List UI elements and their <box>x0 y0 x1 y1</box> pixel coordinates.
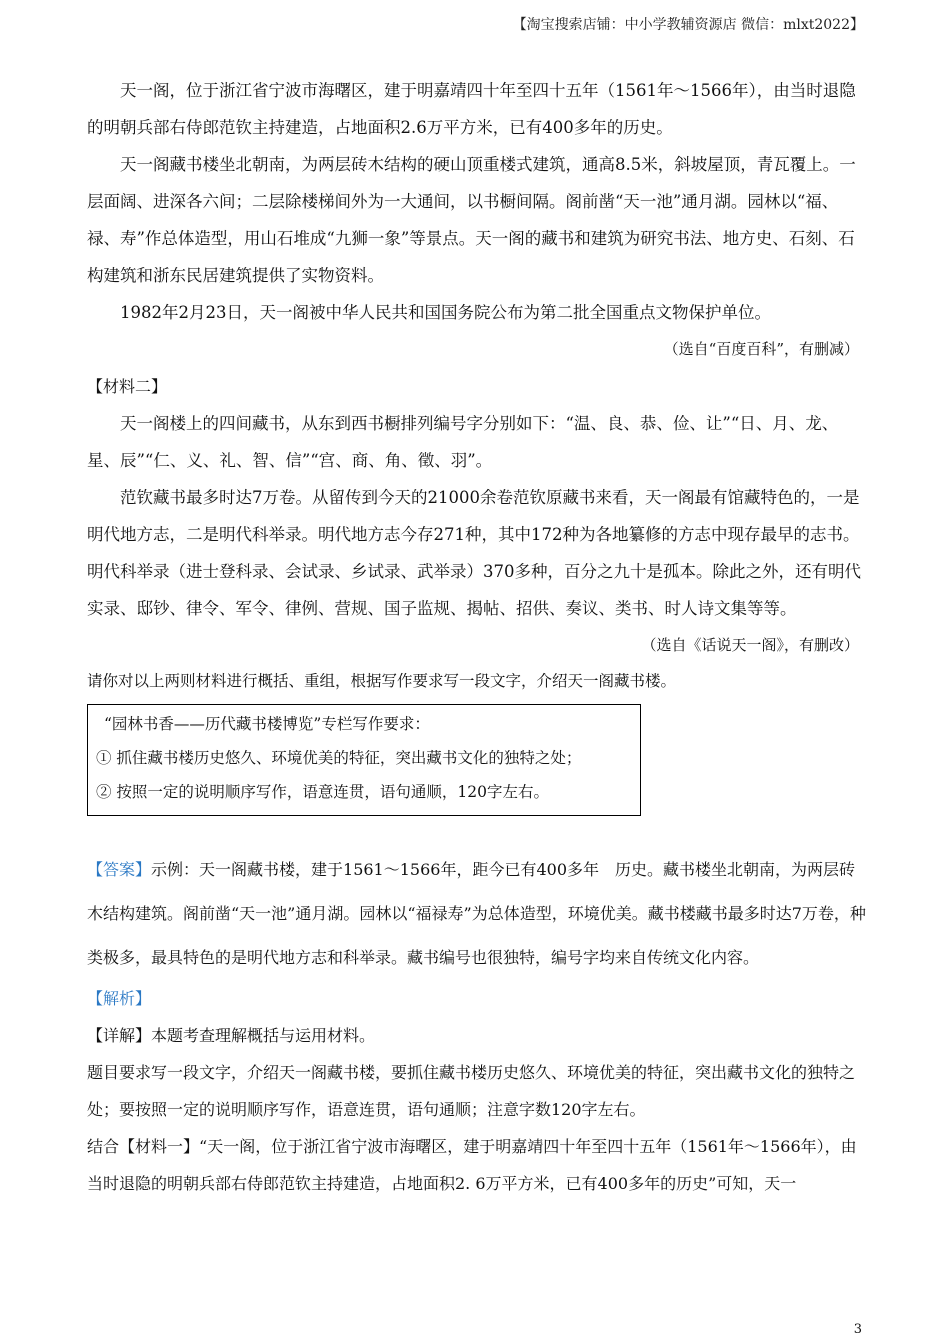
analysis-material-label: 【材料一】 <box>119 1137 200 1156</box>
analysis-section <box>87 980 867 1202</box>
analysis-paragraph-1: 题目要求写一段文字，介绍天一阁藏书楼，要抓住藏书楼历史悠久、环境优美的特征，突出藏书文化的独特之处；要按照一定的说明顺序写作，语意连贯，语句通顺；注意字数120字左右。 <box>87 1063 856 1119</box>
requirements-box <box>87 704 641 816</box>
material-one-section <box>87 72 867 1202</box>
material-two-source: （选自《话说天一阁》，有删改） <box>641 636 859 654</box>
material-two-paragraph-2: 范钦藏书最多时达7万卷。从留传到今天的21000余卷范钦原藏书来看，天一阁最有馆藏特色的，一是明代地方志，二是明代科举录。明代地方志今存271种，其中172种为各地纂修的方志中现存最早的志书。明代科举录（进士登科录、会试录、乡试录、武举录）370多种，百分之九十是孤本。除此之外，还有明代实录、邸钞、律令、军令、律例、营规、国子监规、揭帖、招供、奏议、类书、时人诗文集等等。 <box>87 488 861 618</box>
answer-tag: 【答案】 <box>87 860 152 879</box>
requirement-item-2: ② 按照一定的说明顺序写作，语意连贯，语句通顺，120字左右。 <box>96 783 550 801</box>
detail-line <box>87 1017 867 1054</box>
page-header: 【淘宝搜索店铺：中小学教辅资源店 微信：mlxt2022】 <box>512 17 864 33</box>
material-one-paragraph-1: 天一阁，位于浙江省宁波市海曙区，建于明嘉靖四十年至四十五年（1561年～1566年），由当时退隐的明朝兵部右侍郎范钦主持建造，占地面积2.6万平方米，已有400多年的历史。 <box>87 81 856 137</box>
analysis-prefix: 结合 <box>87 1137 120 1156</box>
detail-label: 【详解】 <box>87 1026 152 1045</box>
detail-text: 本题考查理解概括与运用材料。 <box>151 1026 376 1045</box>
material-one-paragraph-3: 1982年2月23日，天一阁被中华人民共和国国务院公布为第二批全国重点文物保护单位。 <box>120 303 771 322</box>
material-one-paragraph-2: 天一阁藏书楼坐北朝南，为两层砖木结构的硬山顶重楼式建筑，通高8.5米，斜坡屋顶，青瓦覆上。一层面阔、进深各六间；二层除楼梯间外为一大通间，以书橱间隔。阁前凿“天一池”通月湖。园林以“福、禄、寿”作总体造型，用山石堆成“九狮一象”等景点。天一阁的藏书和建筑为研究书法、地方史、石刻、石构建筑和浙东民居建筑提供了实物资料。 <box>87 155 856 285</box>
material-two-label: 【材料二】 <box>87 377 168 396</box>
material-one-source: （选自“百度百科”，有删减） <box>663 340 859 358</box>
analysis-paragraph-2 <box>87 1128 867 1202</box>
analysis-quote: “天一阁，位于浙江省宁波市海曙区，建于明嘉靖四十年至四十五年（1561年～1566年），由当时退隐的明朝兵部右侍郎范钦主持建造，占地面积2. 6万平方米，已有400多年的历史”可知，天一 <box>87 1137 857 1193</box>
material-two-paragraph-1: 天一阁楼上的四间藏书，从东到西书橱排列编号字分别如下：“温、良、恭、俭、让”“日、月、龙、星、辰”“仁、义、礼、智、信”“宫、商、角、徵、羽”。 <box>87 414 839 470</box>
requirements-title: “园林书香——历代藏书楼博览”专栏写作要求： <box>104 715 430 733</box>
answer-block <box>87 848 867 980</box>
requirement-item-1: ① 抓住藏书楼历史悠久、环境优美的特征，突出藏书文化的独特之处； <box>96 749 582 767</box>
answer-text: 示例：天一阁藏书楼，建于1561～1566年，距今已有400多年 历史。藏书楼坐北朝南，为两层砖木结构建筑。阁前凿“天一池”通月湖。园林以“福禄寿”为总体造型，环境优美。藏书楼藏书最多时达7万卷，种类极多，最具特色的是明代地方志和科举录。藏书编号也很独特，编号字均来自传统文化内容。 <box>87 860 866 967</box>
writing-instruction: 请你对以上两则材料进行概括、重组，根据写作要求写一段文字，介绍天一阁藏书楼。 <box>87 672 677 690</box>
analysis-tag: 【解析】 <box>87 989 152 1008</box>
page-number: 3 <box>853 1322 862 1337</box>
